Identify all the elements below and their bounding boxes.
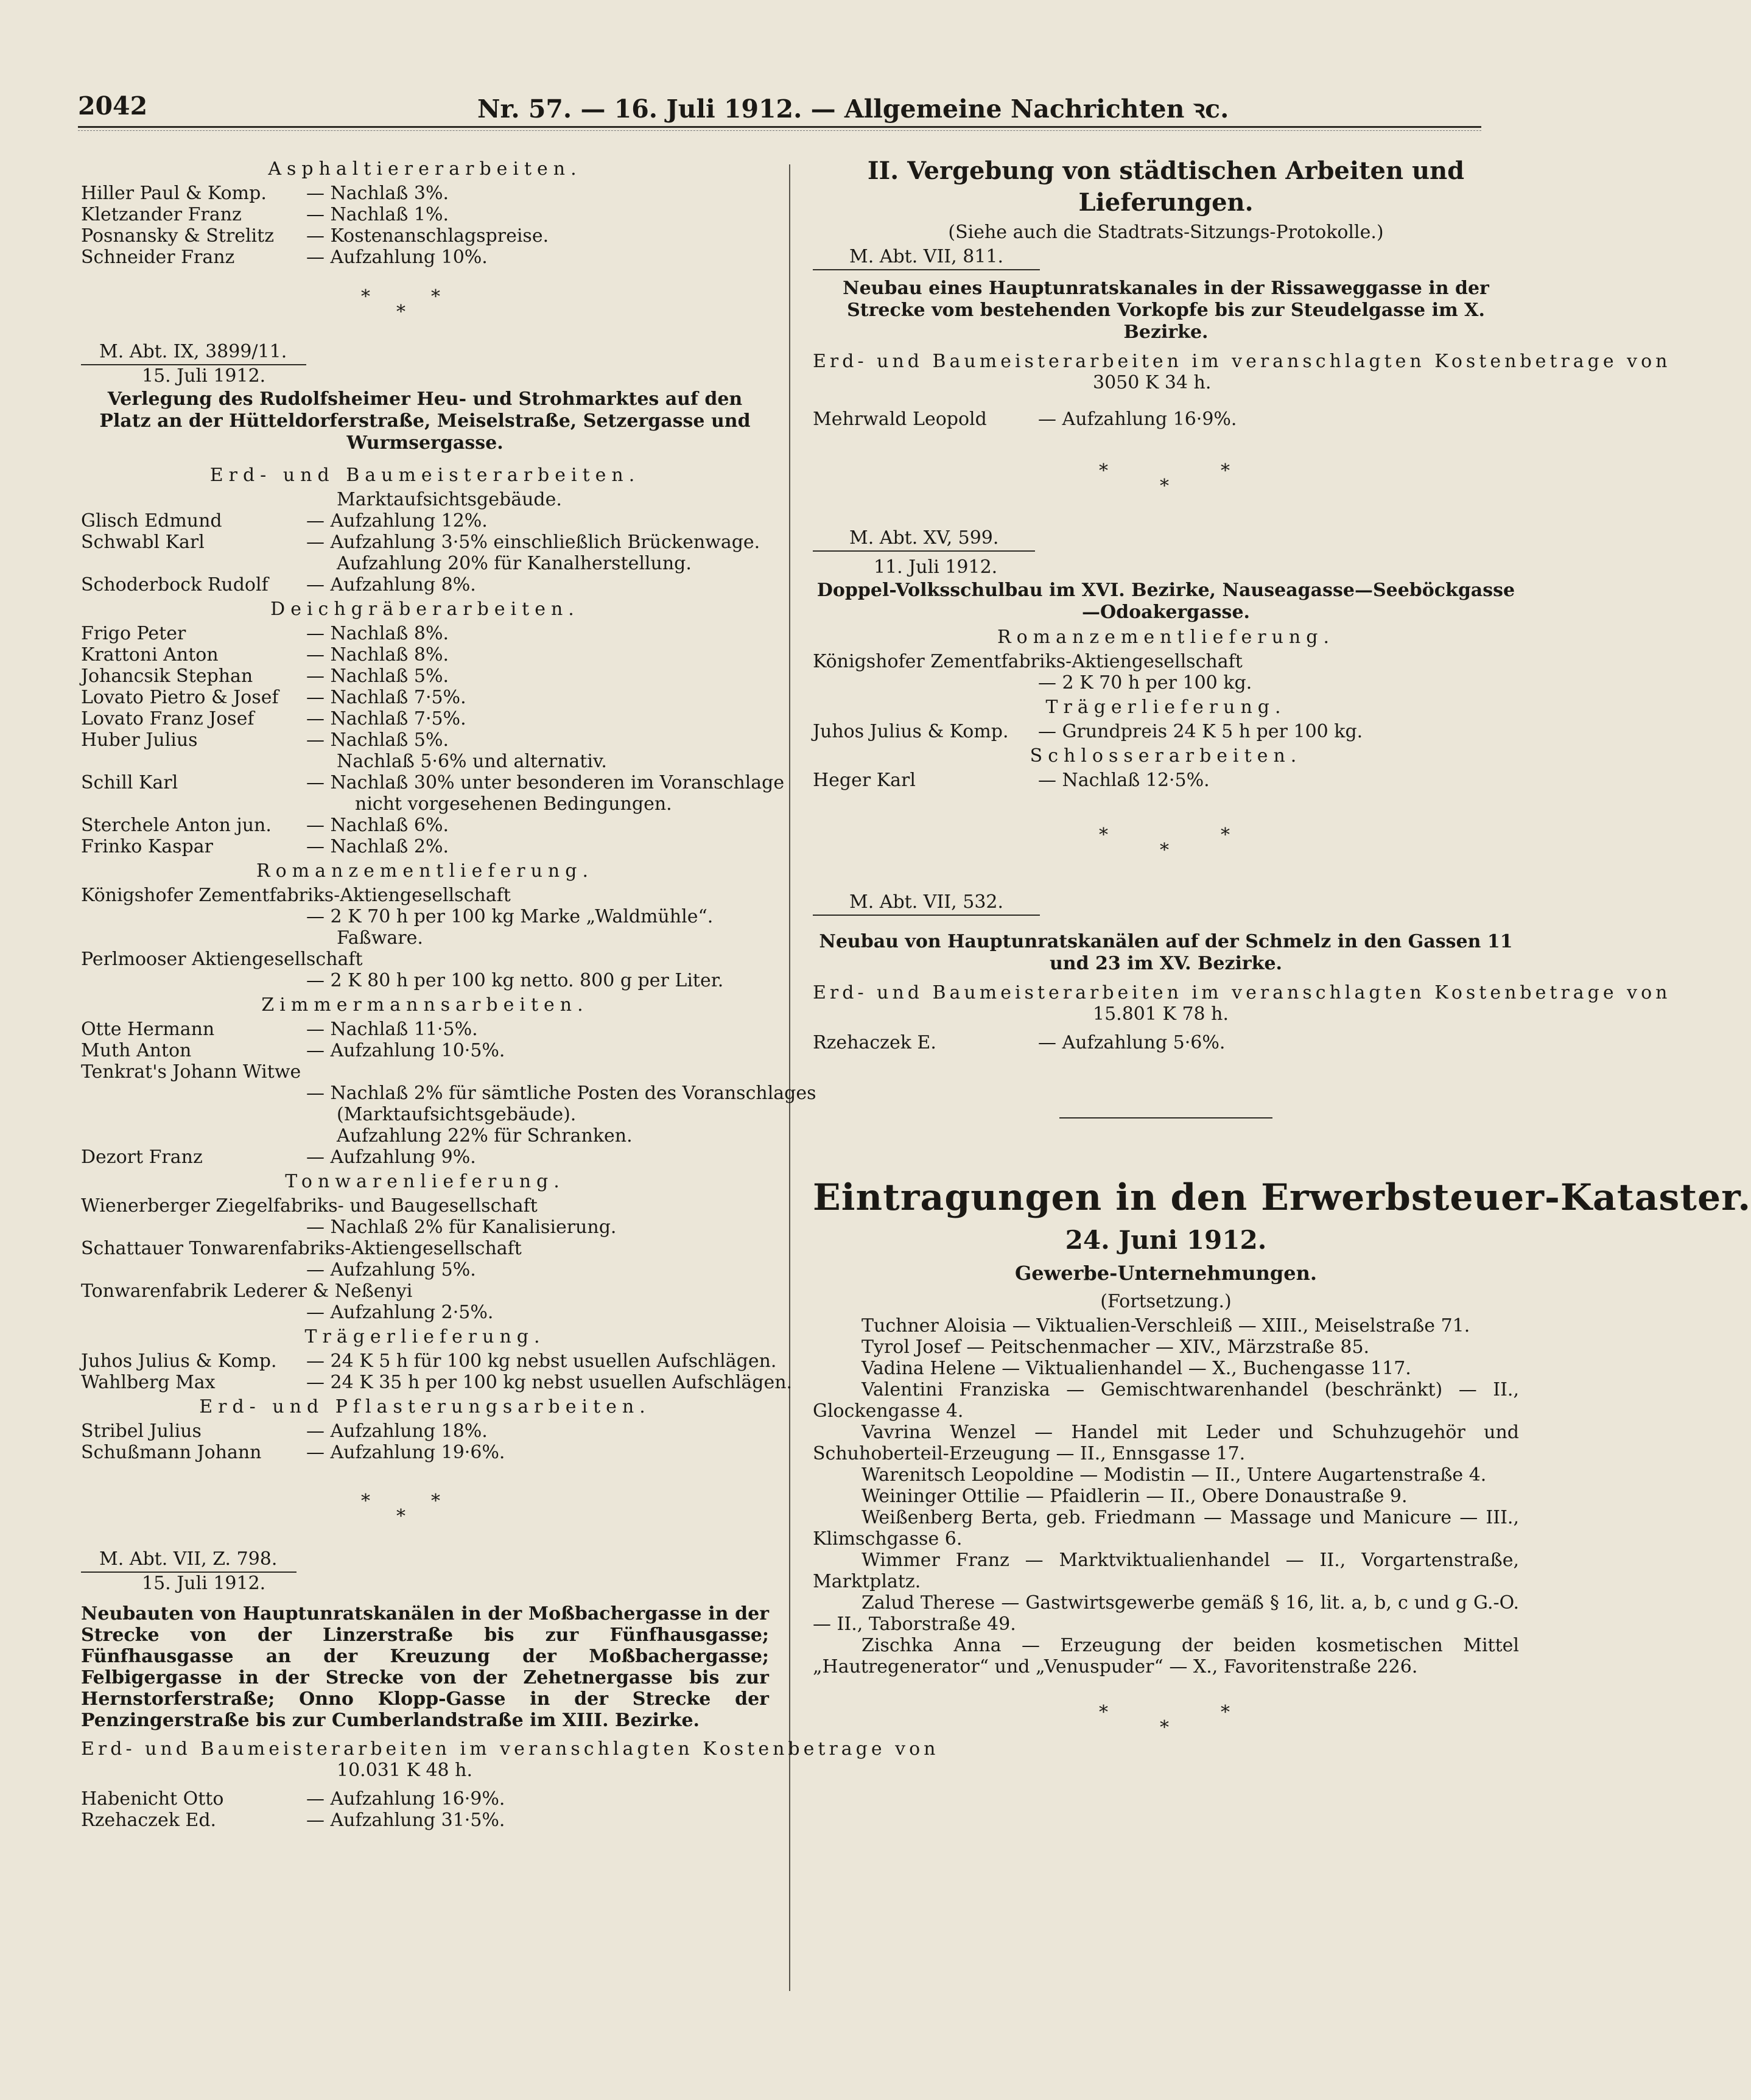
- list-item: — Nachlaß 2% für Kanalisierung.: [306, 1217, 617, 1238]
- list-item: Schoderbock Rudolf — Aufzahlung 8%.: [81, 574, 476, 595]
- list-item: Tonwarenfabrik Lederer & Neßenyi: [81, 1280, 413, 1302]
- kataster-entry: Weininger Ottilie — Pfaidlerin — II., Obere Donaustraße 9.: [861, 1486, 1408, 1507]
- list-item: Lovato Pietro & Josef — Nachlaß 7·5%.: [81, 687, 466, 708]
- section-heading: Erd- und Baumeisterarbeiten.: [209, 465, 640, 486]
- section-title: II. Vergebung von städtischen Arbeiten und Lieferungen.: [867, 156, 1465, 217]
- sub-heading: Marktaufsichtsgebäude.: [337, 489, 562, 510]
- list-item: Schwabl Karl — Aufzahlung 3·5% einschließlich Brückenwage.: [81, 532, 760, 553]
- section-heading: Erd- und Baumeisterarbeiten im veranschlagten Kostenbetrage von: [81, 1738, 939, 1760]
- section-note: (Siehe auch die Stadtrats-Sitzungs-Protokolle.): [948, 222, 1384, 243]
- list-item: Rzehaczek E. — Aufzahlung 5·6%.: [813, 1032, 1226, 1053]
- amount: 15.801 K 78 h.: [1093, 1003, 1229, 1025]
- list-item: — 2 K 80 h per 100 kg netto. 800 g per Liter.: [306, 970, 724, 991]
- page-number: 2042: [78, 91, 148, 121]
- section-heading: Romanzementlieferung.: [256, 860, 594, 882]
- section-heading: Trägerlieferung.: [304, 1326, 546, 1347]
- list-item: Königshofer Zementfabriks-Aktiengesellschaft: [81, 885, 511, 906]
- list-item: Schill Karl — Nachlaß 30% unter besonderen im Voranschlage: [81, 772, 785, 793]
- list-item: Wahlberg Max — 24 K 35 h per 100 kg nebst usuellen Aufschlägen.: [81, 1372, 793, 1393]
- project-title: Neubau eines Hauptunratskanales in der Rissaweggasse in der Strecke vom bestehenden Vorkopfe bis zur Steudelgasse im X. Bezirke.: [843, 278, 1489, 343]
- list-item: Krattoni Anton — Nachlaß 8%.: [81, 644, 449, 665]
- project-title: Verlegung des Rudolfsheimer Heu- und Strohmarktes auf den Platz an der Hütteldorferstraße, Meiselstraße, Setzergasse und Wurmsergasse.: [99, 388, 751, 454]
- list-item: Huber Julius — Nachlaß 5%.: [81, 729, 449, 751]
- kataster-title: Eintragungen in den Erwerbsteuer-Kataster.: [813, 1176, 1751, 1219]
- list-item: Hiller Paul & Komp. — Nachlaß 3%.: [81, 183, 449, 204]
- list-item: Königshofer Zementfabriks-Aktiengesellschaft: [813, 651, 1243, 672]
- list-item: — 2 K 70 h per 100 kg Marke „Waldmühle“.: [306, 906, 714, 927]
- section-heading: Erd- und Baumeisterarbeiten im veranschlagten Kostenbetrage von: [813, 982, 1671, 1003]
- date: 15. Juli 1912.: [142, 1573, 266, 1594]
- kataster-entry: Tuchner Aloisia — Viktualien-Verschleiß — XIII., Meiselstraße 71.: [861, 1315, 1470, 1336]
- list-item: Stribel Julius — Aufzahlung 18%.: [81, 1420, 488, 1442]
- list-item: Mehrwald Leopold — Aufzahlung 16·9%.: [813, 409, 1237, 430]
- list-item: Johancsik Stephan — Nachlaß 5%.: [81, 665, 449, 687]
- reference-number: M. Abt. VII, 532.: [813, 891, 1040, 916]
- list-item: — 2 K 70 h per 100 kg.: [1038, 672, 1252, 694]
- list-item: Tenkrat's Johann Witwe: [81, 1061, 301, 1083]
- list-item: Heger Karl — Nachlaß 12·5%.: [813, 770, 1210, 791]
- separator-stars: * * *: [361, 1491, 440, 1527]
- list-item: Schußmann Johann — Aufzahlung 19·6%.: [81, 1442, 505, 1463]
- section-heading: Trägerlieferung.: [1045, 697, 1286, 718]
- section-heading: Zimmermannsarbeiten.: [261, 994, 589, 1016]
- right-column: [813, 155, 1751, 1738]
- kataster-entry: Zalud Therese — Gastwirtsgewerbe gemäß § 16, lit. a, b, c und g G.-O. — II., Taborstraße 49.: [813, 1592, 1519, 1635]
- separator-stars: * * *: [1099, 460, 1230, 497]
- kataster-entry: Zischka Anna — Erzeugung der beiden kosmetischen Mittel „Hautregenerator“ und „Venuspuder“ — X., Favoritenstraße 226.: [813, 1635, 1519, 1677]
- list-item: Juhos Julius & Komp. — Grundpreis 24 K 5 h per 100 kg.: [813, 721, 1363, 742]
- reference-number: M. Abt. XV, 599.: [813, 527, 1035, 552]
- separator-stars: * * *: [1099, 824, 1230, 861]
- list-item: Rzehaczek Ed. — Aufzahlung 31·5%.: [81, 1810, 505, 1831]
- separator-stars: * * *: [1099, 1702, 1230, 1738]
- amount: 10.031 K 48 h.: [337, 1760, 473, 1781]
- header-title: Nr. 57. — 16. Juli 1912. — Allgemeine Nachrichten ꝛc.: [477, 94, 1229, 124]
- project-title: Neubauten von Hauptunratskanälen in der Moßbachergasse in der Strecke von der Linzerstraße bis zur Fünfhausgasse; Fünfhausgasse an der Kreuzung der Moßbachergasse; Felbigergasse in der Strecke von der Zehetnergasse bis zur Hernstorferstraße; Onno Klopp-Gasse in der Strecke der Penzingerstraße bis zur Cumberlandstraße im XIII. Bezirke.: [81, 1603, 769, 1731]
- kataster-entry: Valentini Franziska — Gemischtwarenhandel (beschränkt) — II., Glockengasse 4.: [813, 1379, 1519, 1422]
- kataster-entry: Vadina Helene — Viktualienhandel — X., Buchengasse 117.: [861, 1358, 1411, 1379]
- list-item: Aufzahlung 20% für Kanalherstellung.: [337, 553, 692, 574]
- section-heading: Erd- und Baumeisterarbeiten im veranschlagten Kostenbetrage von: [813, 351, 1671, 372]
- list-item: nicht vorgesehenen Bedingungen.: [355, 793, 672, 815]
- list-item: Posnansky & Strelitz — Kostenanschlagspreise.: [81, 225, 549, 247]
- column-divider: [789, 164, 790, 1991]
- reference-number: M. Abt. VII, Z. 798.: [81, 1548, 297, 1573]
- list-item: Dezort Franz — Aufzahlung 9%.: [81, 1147, 476, 1168]
- date: 15. Juli 1912.: [142, 365, 266, 387]
- kataster-entry: Vavrina Wenzel — Handel mit Leder und Schuhzugehör und Schuhoberteil-Erzeugung — II., Ennsgasse 17.: [813, 1422, 1519, 1464]
- kataster-entry: Wimmer Franz — Marktviktualienhandel — II., Vorgartenstraße, Marktplatz.: [813, 1550, 1519, 1592]
- kataster-entry: Warenitsch Leopoldine — Modistin — II., Untere Augartenstraße 4.: [861, 1464, 1487, 1486]
- list-item: Frigo Peter — Nachlaß 8%.: [81, 623, 449, 644]
- section-heading: Erd- und Pflasterungsarbeiten.: [199, 1396, 651, 1417]
- date: 11. Juli 1912.: [874, 557, 998, 578]
- kataster-date: 24. Juni 1912.: [1065, 1225, 1267, 1255]
- list-item: Lovato Franz Josef — Nachlaß 7·5%.: [81, 708, 466, 729]
- kataster-note: (Fortsetzung.): [1100, 1291, 1232, 1312]
- page-header: [78, 91, 1478, 128]
- amount: 3050 K 34 h.: [1093, 372, 1212, 393]
- section-heading: Romanzementlieferung.: [997, 627, 1335, 648]
- list-item: (Marktaufsichtsgebäude).: [337, 1104, 577, 1125]
- project-title: Neubau von Hauptunratskanälen auf der Schmelz in den Gassen 11 und 23 im XV. Bezirke.: [819, 931, 1513, 974]
- list-item: Perlmooser Aktiengesellschaft: [81, 949, 363, 970]
- list-item: Schattauer Tonwarenfabriks-Aktiengesellschaft: [81, 1238, 522, 1259]
- section-heading: Schlosserarbeiten.: [1030, 745, 1302, 767]
- kataster-entry: Tyrol Josef — Peitschenmacher — XIV., Märzstraße 85.: [861, 1336, 1370, 1358]
- list-item: Muth Anton — Aufzahlung 10·5%.: [81, 1040, 505, 1061]
- header-rule: [78, 126, 1481, 128]
- project-title: Doppel-Volksschulbau im XVI. Bezirke, Nauseagasse—Seeböckgasse—Odoakergasse.: [816, 580, 1515, 623]
- list-item: — Nachlaß 2% für sämtliche Posten des Voranschlages: [306, 1083, 816, 1104]
- list-item: Frinko Kaspar — Nachlaß 2%.: [81, 836, 449, 857]
- separator-stars: * * *: [361, 286, 440, 323]
- reference-number: M. Abt. IX, 3899/11.: [81, 341, 306, 365]
- list-item: Kletzander Franz — Nachlaß 1%.: [81, 204, 449, 225]
- list-item: Sterchele Anton jun. — Nachlaß 6%.: [81, 815, 449, 836]
- list-item: Habenicht Otto — Aufzahlung 16·9%.: [81, 1788, 505, 1810]
- kataster-subtitle: Gewerbe-Unternehmungen.: [1014, 1262, 1318, 1285]
- list-item: Nachlaß 5·6% und alternativ.: [337, 751, 607, 772]
- list-item: Faßware.: [337, 927, 423, 949]
- list-item: Glisch Edmund — Aufzahlung 12%.: [81, 510, 488, 532]
- list-item: Wienerberger Ziegelfabriks- und Baugesellschaft: [81, 1195, 538, 1217]
- section-heading: Deichgräberarbeiten.: [270, 599, 580, 620]
- header-rule-dashed: [78, 130, 1481, 131]
- list-item: — Aufzahlung 2·5%.: [306, 1302, 494, 1323]
- list-item: Schneider Franz — Aufzahlung 10%.: [81, 247, 488, 268]
- list-item: Otte Hermann — Nachlaß 11·5%.: [81, 1019, 478, 1040]
- section-heading: Tonwarenlieferung.: [285, 1171, 565, 1192]
- kataster-entry: Weißenberg Berta, geb. Friedmann — Massage und Manicure — III., Klimschgasse 6.: [813, 1507, 1519, 1550]
- list-item: Juhos Julius & Komp. — 24 K 5 h für 100 kg nebst usuellen Aufschlägen.: [81, 1350, 777, 1372]
- section-heading: Asphaltiererarbeiten.: [268, 158, 582, 180]
- reference-number: M. Abt. VII, 811.: [813, 246, 1040, 270]
- list-item: Aufzahlung 22% für Schranken.: [337, 1125, 633, 1147]
- list-item: — Aufzahlung 5%.: [306, 1259, 476, 1280]
